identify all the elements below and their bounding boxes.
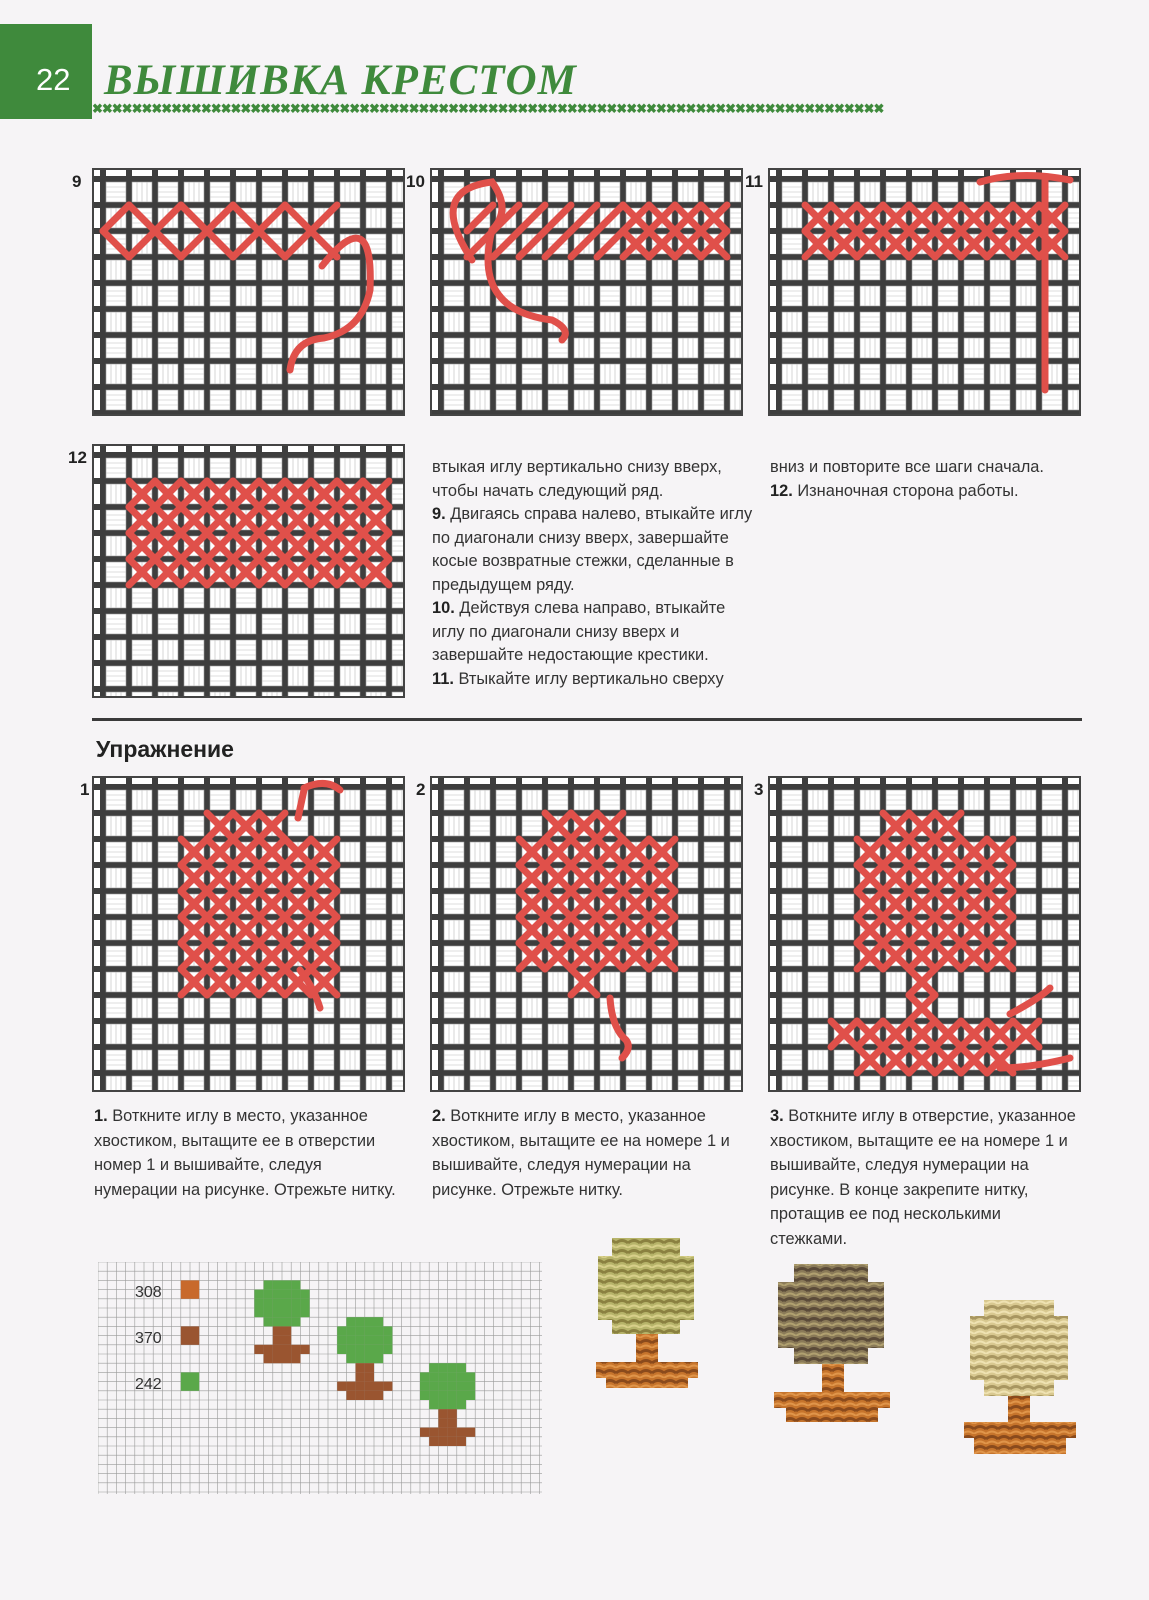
chart-cell: [420, 1428, 429, 1437]
chart-cell: [273, 1299, 282, 1308]
chart-cell: [429, 1382, 438, 1391]
chart-cell: [273, 1290, 282, 1299]
chart-cell: [291, 1308, 300, 1317]
chart-cell: [365, 1326, 374, 1335]
instruction-12: 12. Изнаночная сторона работы.: [770, 481, 1019, 500]
chart-cell: [420, 1382, 429, 1391]
chart-cell: [346, 1317, 355, 1326]
woven-fabric: [770, 778, 1079, 1090]
page-title: ВЫШИВКА КРЕСТОМ: [104, 57, 577, 104]
chart-cell: [356, 1382, 365, 1391]
chart-cell: [282, 1354, 291, 1363]
chart-cell: [282, 1308, 291, 1317]
chart-cell: [438, 1372, 447, 1381]
chart-cell: [346, 1382, 355, 1391]
chart-cell: [374, 1336, 383, 1345]
exercise-label-2: 2: [416, 780, 426, 799]
chart-cell: [337, 1336, 346, 1345]
instruction-10: 10. Действуя слева направо, втыкайте иглу по диагонали снизу вверх и завершайте недостающие крестики.: [432, 599, 726, 664]
chart-cell: [300, 1299, 309, 1308]
legend-code-308: 308: [135, 1284, 162, 1301]
woven-fabric: [770, 170, 1079, 414]
chart-cell: [365, 1363, 374, 1372]
chart-cell: [457, 1428, 466, 1437]
chart-cell: [282, 1345, 291, 1354]
exercise-caption-2: 2. Воткните иглу в место, указанное хвостиком, вытащите ее на номере 1 и вышивайте, следуя нумерации на рисунке. Отрежьте нитку.: [432, 1107, 730, 1199]
exercise-diagram-3: [768, 776, 1081, 1092]
chart-cell: [356, 1326, 365, 1335]
chart-cell: [300, 1308, 309, 1317]
exercise-diagram-1: [92, 776, 405, 1092]
chart-cell: [466, 1382, 475, 1391]
chart-cell: [273, 1354, 282, 1363]
legend-swatch-370: [181, 1326, 199, 1344]
exercise-caption-3: 3. Воткните иглу в отверстие, указанное хвостиком, вытащите ее на номере 1 и вышивайте, следуя нумерации на рисунке. В конце закрепите нитку, протащив ее под несколькими стежками.: [770, 1107, 1076, 1248]
chart-cell: [346, 1354, 355, 1363]
step-label-10: 10: [406, 172, 425, 191]
legend-swatch-242: [181, 1372, 199, 1390]
chart-cell: [356, 1391, 365, 1400]
chart-cell: [448, 1382, 457, 1391]
chart-cell: [438, 1418, 447, 1427]
chart-cell: [291, 1354, 300, 1363]
chart-cell: [429, 1437, 438, 1446]
chart-cell: [346, 1336, 355, 1345]
chart-cell: [264, 1280, 273, 1289]
chart-cell: [264, 1354, 273, 1363]
chart-cell: [457, 1391, 466, 1400]
chart-cell: [438, 1382, 447, 1391]
chart-cell: [438, 1391, 447, 1400]
chart-cell: [438, 1428, 447, 1437]
chart-cell: [420, 1391, 429, 1400]
chart-cell: [365, 1354, 374, 1363]
diagram-step-9: [92, 168, 405, 416]
chart-cell: [300, 1345, 309, 1354]
instruction-9: 9. Двигаясь справа налево, втыкайте иглу по диагонали снизу вверх, завершайте косые возвратные стежки, сделанные в предыдущем ряду.: [432, 505, 753, 594]
chart-cell: [273, 1317, 282, 1326]
exercise-diagram-2: [430, 776, 743, 1092]
chart-cell: [273, 1336, 282, 1345]
chart-cell: [254, 1290, 263, 1299]
chart-cell: [457, 1382, 466, 1391]
chart-cell: [273, 1326, 282, 1335]
chart-cell: [429, 1400, 438, 1409]
exercise-label-1: 1: [80, 780, 90, 799]
chart-cell: [448, 1391, 457, 1400]
chart-cell: [365, 1382, 374, 1391]
chart-cell: [356, 1372, 365, 1381]
stitched-tree-photo-3: [962, 1294, 1080, 1472]
chart-cell: [264, 1290, 273, 1299]
chart-cell: [429, 1428, 438, 1437]
chart-cell: [346, 1391, 355, 1400]
chart-cell: [254, 1299, 263, 1308]
chart-cell: [457, 1363, 466, 1372]
woven-fabric: [94, 170, 403, 414]
chart-cell: [429, 1363, 438, 1372]
chart-cell: [448, 1372, 457, 1381]
chart-cell: [346, 1345, 355, 1354]
instructions-column-2: [770, 456, 1080, 503]
chart-cell: [291, 1345, 300, 1354]
legend-code-370: 370: [135, 1330, 162, 1347]
chart-cell: [374, 1326, 383, 1335]
chart-cell: [291, 1290, 300, 1299]
instruction-11-continuation: вниз и повторите все шаги сначала.: [770, 458, 1044, 476]
chart-cell: [365, 1391, 374, 1400]
chart-cell: [365, 1317, 374, 1326]
chart-cell: [346, 1326, 355, 1335]
chart-cell: [374, 1317, 383, 1326]
chart-cell: [448, 1437, 457, 1446]
chart-cell: [254, 1308, 263, 1317]
chart-cell: [438, 1400, 447, 1409]
step-label-12: 12: [68, 448, 87, 467]
chart-cell: [383, 1345, 392, 1354]
chart-cell: [282, 1317, 291, 1326]
chart-cell: [466, 1428, 475, 1437]
chart-cell: [282, 1299, 291, 1308]
step-label-9: 9: [72, 172, 82, 191]
exercise-caption-1: 1. Воткните иглу в место, указанное хвостиком, вытащите ее в отверстии номер 1 и вышивайте, следуя нумерации на рисунке. Отрежьте нитку.: [94, 1107, 396, 1199]
chart-cell: [264, 1345, 273, 1354]
chart-cell: [264, 1317, 273, 1326]
chart-cell: [466, 1391, 475, 1400]
chart-cell: [374, 1354, 383, 1363]
chart-cell: [337, 1326, 346, 1335]
chart-cell: [356, 1336, 365, 1345]
chart-cell: [374, 1382, 383, 1391]
chart-cell: [300, 1290, 309, 1299]
chart-cell: [356, 1345, 365, 1354]
chart-cell: [374, 1391, 383, 1400]
chart-cell: [273, 1345, 282, 1354]
chart-cell: [383, 1326, 392, 1335]
chart-cell: [282, 1326, 291, 1335]
chart-cell: [282, 1290, 291, 1299]
chart-cell: [273, 1308, 282, 1317]
chart-cell: [264, 1308, 273, 1317]
chart-cell: [457, 1437, 466, 1446]
chart-cell: [429, 1391, 438, 1400]
chart-cell: [448, 1363, 457, 1372]
chart-cell: [356, 1317, 365, 1326]
chart-cell: [429, 1372, 438, 1381]
chart-cell: [365, 1336, 374, 1345]
chart-cell: [365, 1372, 374, 1381]
chart-cell: [337, 1382, 346, 1391]
chart-cell: [365, 1345, 374, 1354]
section-divider: [92, 718, 1082, 721]
diagram-step-12: [92, 444, 405, 698]
legend-swatch-308: [181, 1280, 199, 1298]
instructions-column-1: [432, 456, 754, 691]
chart-cell: [438, 1409, 447, 1418]
chart-cell: [282, 1336, 291, 1345]
woven-fabric: [432, 778, 741, 1090]
stitched-tree-photo-1: [592, 1228, 702, 1424]
diagram-step-11: [768, 168, 1081, 416]
diagram-step-10: [430, 168, 743, 416]
woven-fabric: [94, 446, 403, 696]
page-number: 22: [36, 62, 71, 97]
woven-fabric: [94, 778, 403, 1090]
exercise-label-3: 3: [754, 780, 764, 799]
chart-cell: [291, 1317, 300, 1326]
exercise-title: Упражнение: [96, 736, 234, 762]
chart-cell: [356, 1354, 365, 1363]
chart-cell: [448, 1418, 457, 1427]
instruction-11: 11. Втыкайте иглу вертикально сверху: [432, 669, 724, 688]
chart-cell: [282, 1280, 291, 1289]
step-label-11: 11: [745, 172, 763, 191]
chart-cell: [448, 1409, 457, 1418]
chart-cell: [438, 1437, 447, 1446]
chart-cell: [448, 1400, 457, 1409]
cross-stitch-border: ✖✖✖✖✖✖✖✖✖✖✖✖✖✖✖✖✖✖✖✖✖✖✖✖✖✖✖✖✖✖✖✖✖✖✖✖✖✖✖✖✖✖✖✖✖✖✖✖✖✖✖✖✖✖✖✖✖✖✖✖✖✖✖✖✖✖✖✖✖✖✖✖✖✖✖✖✖✖✖✖: [92, 101, 884, 116]
chart-cell: [457, 1400, 466, 1409]
chart-cell: [383, 1382, 392, 1391]
chart-cell: [466, 1372, 475, 1381]
chart-cell: [420, 1372, 429, 1381]
chart-cell: [273, 1280, 282, 1289]
woven-fabric: [432, 170, 741, 414]
chart-cell: [254, 1345, 263, 1354]
chart-cell: [383, 1336, 392, 1345]
chart-cell: [356, 1363, 365, 1372]
chart-cell: [457, 1372, 466, 1381]
chart-cell: [291, 1299, 300, 1308]
pattern-grid: [98, 1262, 542, 1494]
chart-cell: [374, 1345, 383, 1354]
instruction-continuation: втыкая иглу вертикально снизу вверх, чтобы начать следующий ряд.: [432, 458, 722, 500]
chart-cell: [264, 1299, 273, 1308]
chart-cell: [448, 1428, 457, 1437]
chart-cell: [291, 1280, 300, 1289]
stitched-tree-photo-2: [772, 1256, 894, 1440]
legend-code-242: 242: [135, 1376, 162, 1393]
chart-cell: [438, 1363, 447, 1372]
chart-cell: [337, 1345, 346, 1354]
pattern-chart: [98, 1262, 542, 1494]
